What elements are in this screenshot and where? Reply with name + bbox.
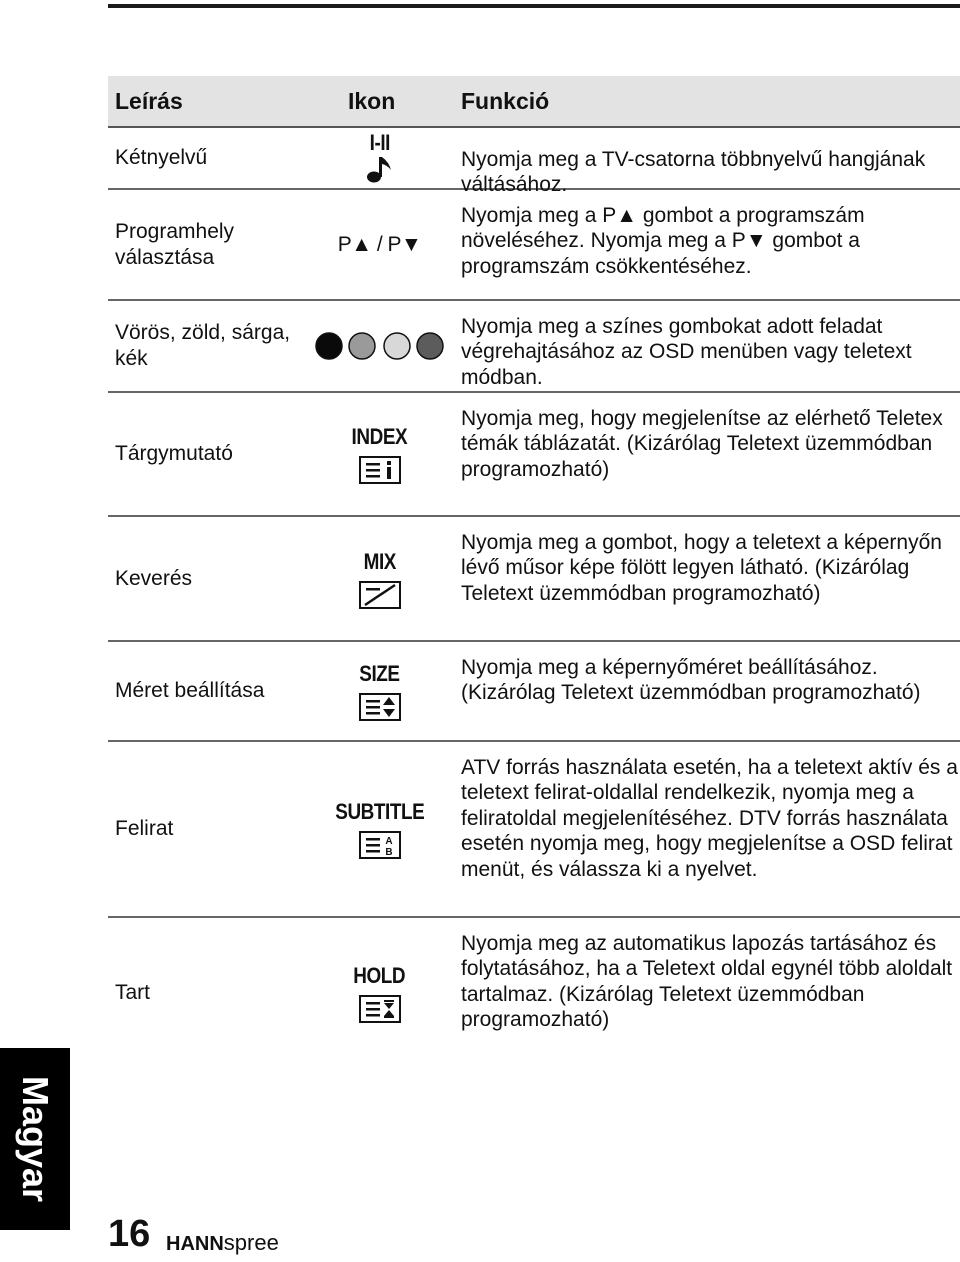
row-icon-cell <box>298 742 461 916</box>
brand-logo <box>166 1230 279 1256</box>
red-button-icon <box>316 333 342 359</box>
row-icon-cell <box>298 301 461 391</box>
row-icon-cell <box>298 517 461 640</box>
table-row <box>108 517 960 642</box>
row-func: Nyomja meg a képernyőméret beállításához. (Kizárólag Teletext üzemmódban programozható) <box>461 656 921 705</box>
mix-label: MIX <box>363 548 396 574</box>
top-rule <box>108 4 960 8</box>
green-button-icon <box>349 333 375 359</box>
row-desc: Programhely választása <box>115 219 235 269</box>
row-func: Nyomja meg a TV-csatorna többnyelvű hangjának váltásához. <box>461 148 926 197</box>
yellow-button-icon <box>384 333 410 359</box>
row-desc: Felirat <box>115 817 174 840</box>
teletext-size-icon <box>359 693 401 721</box>
brand-bold: HANN <box>166 1233 224 1255</box>
table-row <box>108 742 960 918</box>
row-icon-cell <box>298 128 461 188</box>
index-label: INDEX <box>351 424 408 449</box>
row-icon-cell <box>298 918 461 1068</box>
hold-label: HOLD <box>353 963 406 988</box>
row-icon-cell <box>298 190 461 299</box>
program-arrows-label: P▲ / P▼ <box>337 232 422 256</box>
table-row <box>108 918 960 1068</box>
row-icon-cell <box>298 642 461 740</box>
header-icon: Ikon <box>348 87 396 114</box>
row-func: ATV forrás használata esetén, ha a teletext aktív és a teletext felirat-oldallal rendelkezik, nyomja meg a feliratoldal megjelenítéséhez. DTV forrás használata esetén nyomja meg, hogy megjelenítse a OSD felirat menüt, és válassza ki a nyelvet. <box>461 756 958 881</box>
brand-rest: spree <box>223 1230 279 1255</box>
svg-text:A: A <box>384 836 393 847</box>
table-header <box>108 76 960 128</box>
row-desc: Tart <box>115 981 151 1004</box>
row-func: Nyomja meg a gombot, hogy a teletext a képernyőn lévő műsor képe fölött legyen látható. (Kizárólag Teletext üzemmódban programozható) <box>461 531 942 605</box>
row-icon-cell <box>298 393 461 515</box>
row-desc: Méret beállítása <box>115 679 265 702</box>
page-number: 16 <box>108 1213 151 1255</box>
teletext-hold-icon <box>359 995 401 1023</box>
color-buttons-icon <box>315 330 445 362</box>
row-desc: Tárgymutató <box>115 442 233 465</box>
music-note-icon <box>365 154 395 184</box>
table-row <box>108 301 960 393</box>
row-desc: Vörös, zöld, sárga, kék <box>115 321 291 370</box>
teletext-subtitle-icon <box>359 831 401 859</box>
side-tab-label: Magyar <box>15 1075 56 1203</box>
table-row <box>108 393 960 517</box>
teletext-index-icon <box>359 456 401 484</box>
header-func: Funkció <box>461 87 550 114</box>
row-func: Nyomja meg, hogy megjelenítse az elérhető Teletex témák táblázatát. (Kizárólag Teletext üzemmódban programozható) <box>461 407 943 481</box>
bilingual-label: I-II <box>369 130 390 155</box>
size-label: SIZE <box>359 661 400 686</box>
table-row <box>108 190 960 301</box>
row-func: Nyomja meg a P▲ gombot a programszám növeléséhez. Nyomja meg a P▼ gombot a programszám csökkentéséhez. <box>461 204 865 278</box>
table-row <box>108 642 960 742</box>
table-row <box>108 128 960 197</box>
subtitle-label: SUBTITLE <box>334 799 425 824</box>
row-desc: Kétnyelvű <box>115 146 208 169</box>
blue-button-icon <box>417 333 443 359</box>
teletext-mix-icon <box>359 581 401 609</box>
row-desc: Keverés <box>115 566 193 590</box>
function-table <box>108 76 960 1068</box>
header-desc: Leírás <box>115 87 183 114</box>
svg-text:B: B <box>384 847 393 858</box>
row-func: Nyomja meg az automatikus lapozás tartásához és folytatásához, ha a Teletext oldal egynél több aloldalt tartalmaz. (Kizárólag Teletext üzemmódban programozható) <box>461 932 953 1032</box>
language-side-tab <box>0 1048 70 1230</box>
row-func: Nyomja meg a színes gombokat adott feladat végrehajtásához az OSD menüben vagy teletext módban. <box>461 315 912 389</box>
